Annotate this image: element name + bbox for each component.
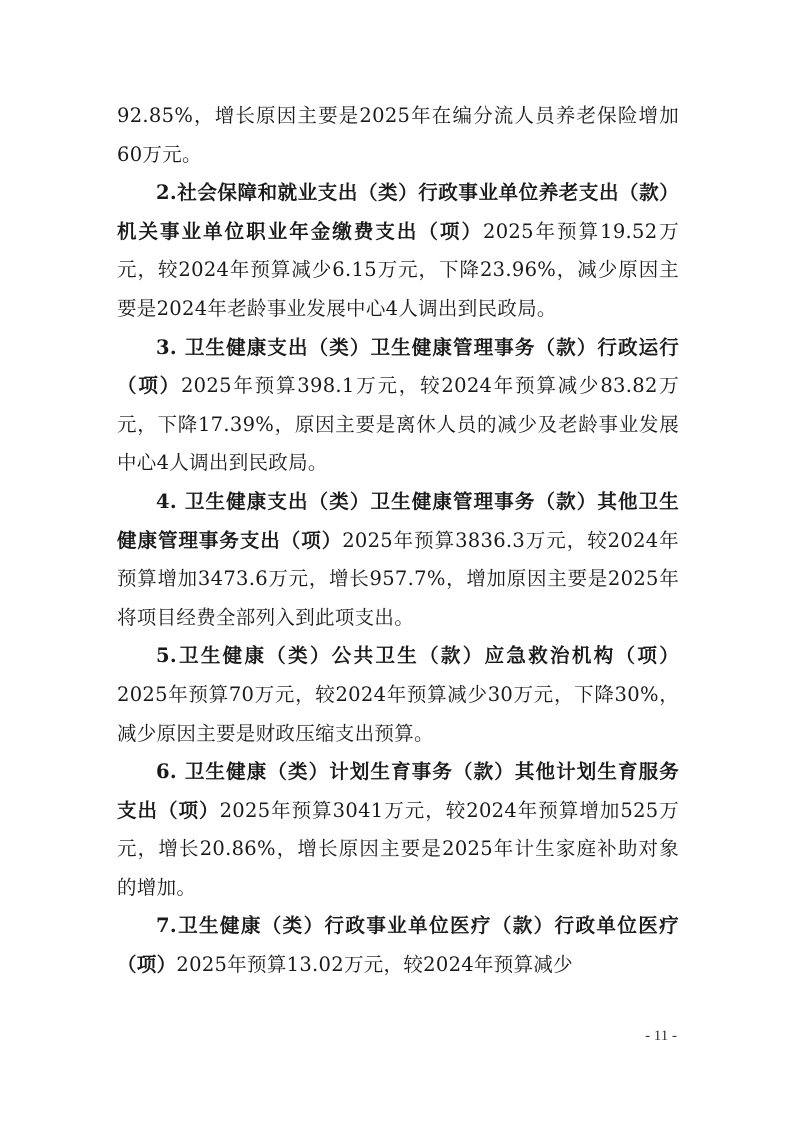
paragraph-body: 2025年预算3041万元，较2024年预算增加525万元，增长20.86%，增长原因主要是2025年计生家庭补助对象的增加。 bbox=[117, 798, 679, 899]
item-heading: 7.卫生健康（类）行政事业单位医疗（款）行政单位医疗（项） bbox=[117, 914, 679, 977]
paragraph-body: 2025年预算70万元，较2024年预算减少30万元，下降30%，减少原因主要是财政压缩支出预算。 bbox=[117, 682, 679, 745]
item-heading: 3. 卫生健康支出（类）卫生健康管理事务（款）行政运行（项） bbox=[117, 335, 679, 398]
page-number: - 11 - bbox=[645, 1028, 677, 1044]
paragraph-continuation bbox=[117, 97, 679, 174]
body-text bbox=[117, 97, 679, 985]
paragraph-body: 92.85%，增长原因主要是2025年在编分流人员养老保险增加60万元。 bbox=[117, 104, 679, 166]
paragraph-item-6 bbox=[117, 753, 679, 907]
item-heading: 5.卫生健康（类）公共卫生（款）应急救治机构（项） bbox=[156, 644, 679, 668]
paragraph-body: 2025年预算398.1万元，较2024年预算减少83.82万元，下降17.39%，原因主要是离休人员的减少及老龄事业发展中心4人调出到民政局。 bbox=[117, 374, 679, 475]
paragraph-body: 2025年预算19.52万元，较2024年预算减少6.15万元，下降23.96%，减少原因主要是2024年老龄事业发展中心4人调出到民政局。 bbox=[117, 219, 679, 320]
paragraph-item-3 bbox=[117, 329, 679, 483]
item-heading: 4. 卫生健康支出（类）卫生健康管理事务（款）其他卫生健康管理事务支出（项） bbox=[117, 489, 679, 552]
paragraph-item-5 bbox=[117, 637, 679, 753]
paragraph-body: 2025年预算13.02万元，较2024年预算减少 bbox=[176, 953, 573, 977]
paragraph-item-7 bbox=[117, 907, 679, 984]
paragraph-body: 2025年预算3836.3万元，较2024年预算增加3473.6万元，增长957.7%，增加原因主要是2025年将项目经费全部列入到此项支出。 bbox=[117, 528, 679, 629]
item-heading: 6. 卫生健康（类）计划生育事务（款）其他计划生育服务支出（项） bbox=[117, 760, 679, 822]
paragraph-item-2 bbox=[117, 174, 679, 328]
paragraph-item-4 bbox=[117, 483, 679, 637]
item-heading: 2.社会保障和就业支出（类）行政事业单位养老支出（款）机关事业单位职业年金缴费支出（项） bbox=[117, 181, 679, 243]
